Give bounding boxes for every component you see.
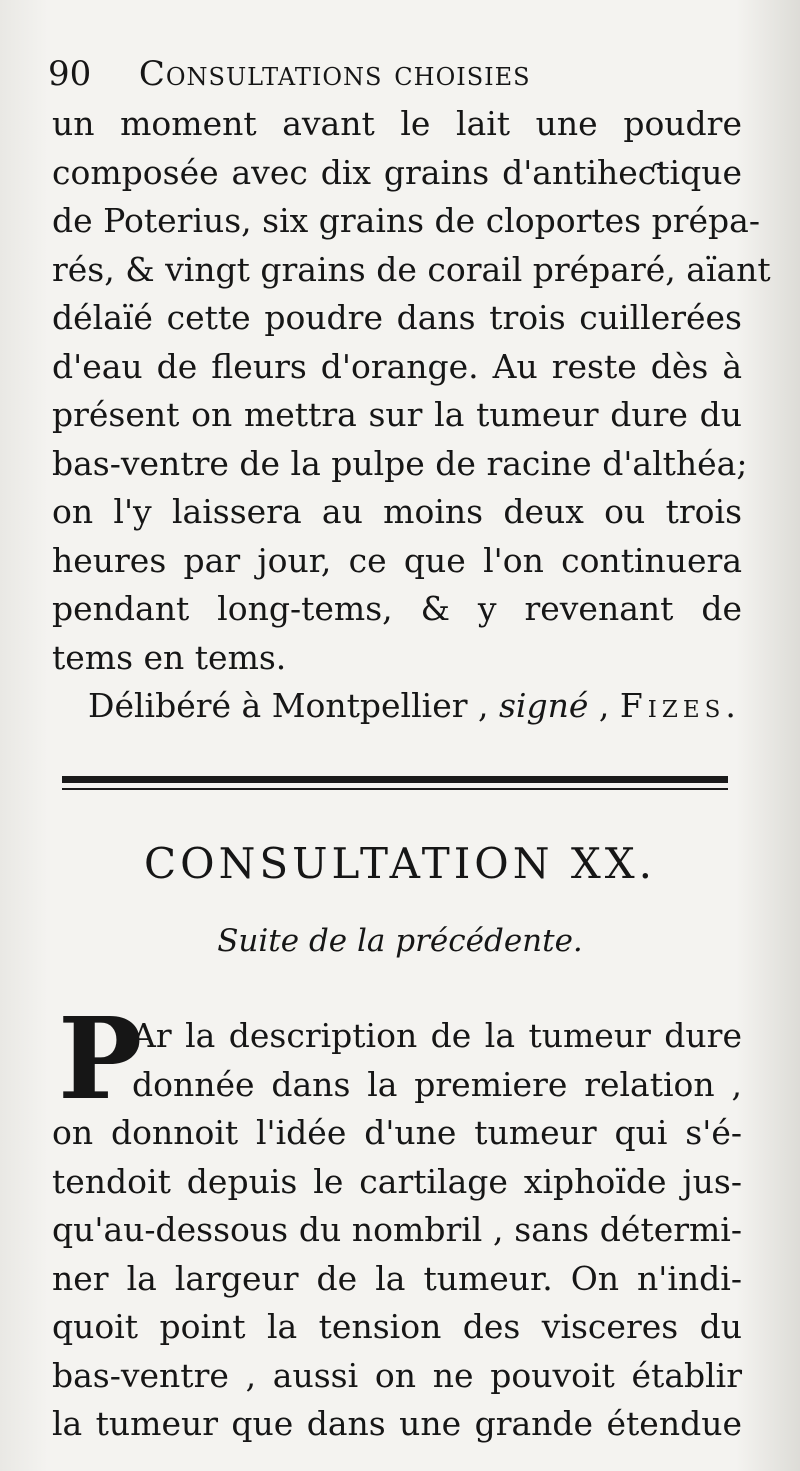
- page-number: 90: [48, 54, 92, 94]
- text-line: bas-ventre de la pulpe de racine d'althéa;: [52, 443, 748, 483]
- drop-cap: P: [58, 994, 143, 1125]
- text-line: composée avec dix grains d'antiheƈtique: [52, 152, 742, 192]
- text-line: bas-ventre , aussi on ne pouvoit établir: [52, 1355, 742, 1395]
- running-head: [48, 50, 768, 98]
- text-line: présent on mettra sur la tumeur dure du: [52, 395, 742, 434]
- text-line: tems en tems.: [52, 637, 287, 677]
- text-line: rés, & vingt grains de corail préparé, aïant: [52, 249, 771, 289]
- signature-text: Délibéré à Montpellier ,: [88, 686, 489, 725]
- consultation-subtitle: Suite de la précédente.: [217, 923, 583, 959]
- consultation-title: CONSULTATION XX.: [144, 839, 656, 888]
- text-line: pendant long-tems, & y revenant de: [52, 589, 742, 628]
- signature-line: [88, 682, 748, 730]
- text-line: heures par jour, ce que l'on continuera: [52, 540, 742, 580]
- text-line: la tumeur que dans une grande étendue: [52, 1404, 742, 1443]
- text-line: un moment avant le lait une poudre: [52, 104, 742, 143]
- text-line: Ar la description de la tumeur dure: [132, 1016, 742, 1055]
- text-line: quoit point la tension des visceres du: [52, 1307, 742, 1346]
- text-line: on donnoit l'idée d'une tumeur qui s'é-: [52, 1113, 742, 1152]
- signature-signe: signé: [498, 686, 589, 725]
- divider-thick-rule: [62, 776, 728, 783]
- paragraph-continued: [52, 100, 771, 682]
- text-line: on l'y laissera au moins deux ou trois: [52, 492, 742, 531]
- signature-separator: ,: [588, 686, 620, 725]
- text-line: qu'au-dessous du nombril , sans détermi-: [52, 1210, 742, 1249]
- section-divider: [62, 772, 728, 796]
- text-line: tendoit depuis le cartilage xiphoïde jus-: [52, 1161, 742, 1201]
- text-line: d'eau de fleurs d'orange. Au reste dès à: [52, 346, 742, 386]
- paragraph-new: [52, 1012, 742, 1449]
- signature-name: Fizes.: [619, 686, 741, 725]
- text-line: ner la largeur de la tumeur. On n'indi-: [52, 1258, 742, 1298]
- text-line: de Poterius, six grains de cloportes prépa-: [52, 201, 760, 240]
- text-line: donnée dans la premiere relation ,: [132, 1064, 742, 1104]
- text-line: délaïé cette poudre dans trois cuillerées: [52, 298, 742, 337]
- divider-thin-rule: [62, 788, 728, 790]
- running-title: Consultations choisies: [138, 54, 531, 94]
